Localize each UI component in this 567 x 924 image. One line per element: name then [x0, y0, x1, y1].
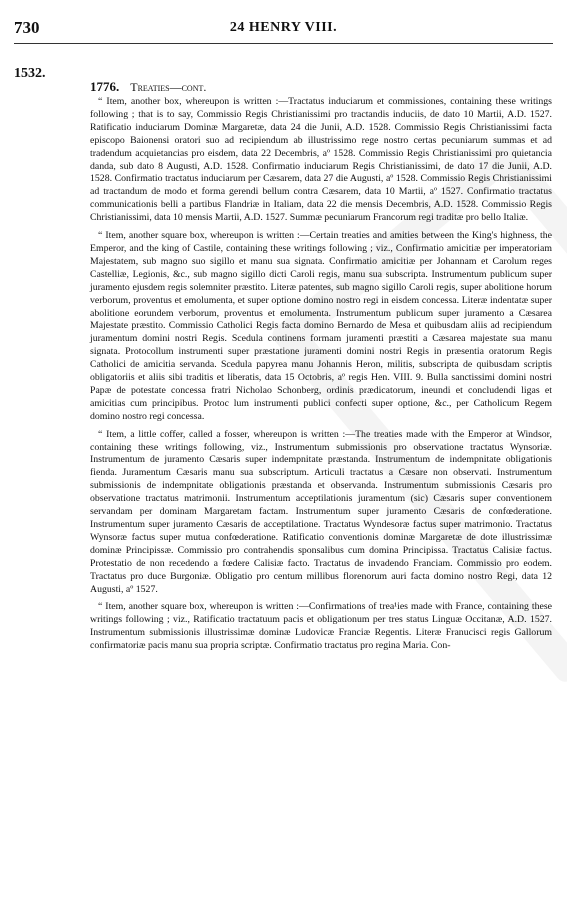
- paragraph: “ Item, another box, whereupon is written :—Tractatus induciarum et commissiones, containing these writings following ; that is to say, Commissio Regis Christianissimi pro tractandis induciis, de dato 10 Martii, A.D. 1527. Ratificatio induciarum Dominæ Margaretæ, data 24 die Junii, A.D. 1528. Commissio Regis Christianissimi facta episcopo Baionensi oratori suo ad recipiendum ab illustrissimo rege nostro certas pecuniarum summas et ad tradendum acquietancias pro eisdem, data 22 Decembris, aº 1528. Commissio Regis Christianissimi pro quietancia danda, sub dato 8 Augusti, A.D. 1528. Confirmatio induciarum Regis Christianissimi, de dato 17 die Junii, A.D. 1528. Confirmatio tractatus induciarum per Cæsarem, data 27 die Augusti, aº 1528. Commissio Regis Christianissimi ad tractandum de modo et forma gerendi bellum contra Cæsarem, data 10 Martii, aº 1527. Confirmatio tractatus communicationis belli a partibus Flandriæ in Italiam, data 22 die mensis Decembris, A.D. 1528. Commissio Regis Christianissimi, data 10 mensis Martii, A.D. 1527. Summæ pecuniarum Francorum regi traditæ pro bello Italiæ.: [90, 96, 552, 224]
- margin-year: 1532.: [14, 66, 46, 81]
- entry-heading: [90, 80, 552, 94]
- header-rule: [14, 43, 553, 44]
- running-head: 24 HENRY VIII.: [229, 20, 338, 35]
- page-number: 730: [14, 18, 40, 37]
- entry-number: 1776.: [90, 79, 120, 94]
- paragraph: “ Item, another square box, whereupon is written :—Confirmations of trea¹ies made with France, containing these writings following ; viz., Ratificatio tractatuum pacis et obligationum per tres status Linguæ Occitanæ, A.D. 1527. Instrumentum submissionis illustrissimæ dominæ Ludovicæ Franciæ Regentis. Literæ Franucisci regis Gallorum confirmatoriæ pacis manu sua propria scriptæ. Confirmatio tractatus pro regina Maria. Con-: [90, 601, 552, 652]
- page-header: [0, 18, 567, 40]
- paragraph: “ Item, another square box, whereupon is written :—Certain treaties and amities between the King's highness, the Emperor, and the king of Castile, containing these writings following ; viz., Confirmatio amicitiæ per imperatoriam Majestatem, sub magno suo sigillo et manu sua signata. Confirmatio amicitiæ per Johannam et Carolum reges Castelliæ, Legionis, &c., sub magno sigillo dicti Caroli regis, manu sua subscripta. Instrumentum publicum super juramento ejusdem regis solemniter præstito. Literæ patentes, sub magno sigillo Caroli regis, super abolitione horum verborum, proventus et emolumenta, et super optione domino nostro regi in eisdem concessa. Literæ indentatæ super abolitione eorundem verborum, proventus et emolumenta. Instrumentum publicum super juramento a Cæsarea Majestate præstito. Commissio Catholici Regis facta domino Bernardo de Mesa et quibusdam aliis ad recipiendum juramentum domini nostri Regis. Scedula continens formam juramenti præstiti a Cæsarea majestate sua manu signata. Protocollum instrumenti super præstatione juramenti domini nostri Regis in præsentia oratorum Regis Catholici de amicitia servanda. Scedula papyrea manu Johannis Heron, militis, subscripta de quibusdam scriptis obligatoriis et aliis sibi traditis et liberatis, data 15 Octobris, aº regis Hen. VIII. 9. Bulla sanctissimi domini nostri Papæ de potestate concessa fratri Nicholao Schonberg, ordinis prædicatorum, ineundi et concludendi ligas et amicitias cum principibus. Protoc lum instrumenti publici confecti super optione, &c., per Catholicum Regem domino nostro regi concessa.: [90, 230, 552, 422]
- paragraph: “ Item, a little coffer, called a fosser, whereupon is written :—The treaties made with the Emperor at Windsor, containing these writings following, viz., Instrumentum submissionis pro observatione tractatus Wynsoriæ. Instrumentum de juramento Cæsaris super indempnitate præstanda. Instrumentum de indempnitate obligationis fienda. Juramentum Cæsaris manu sua subscriptum. Articuli tractatus a Cæsare non observati. Instrumentum submissionis de indempnitate obligationis præstanda et observanda. Instrumentum submissionis Cæsaris pro observatione tractatus matrimonii. Instrumentum acceptilationis juramentum (sic) Cæsaris super conventionem servandam per dominam Margaretam factam. Instrumentum super juramento Cæsaris de confœderatione. Instrumentum super juramento Cæsaris de acceptilatione. Tractatus Wyndesoræ factus super matrimonio. Tractatus Wynsoræ factus super mutua confœderatione. Ratificatio conventionis dominæ Margaretæ de dote illustrissimæ dominæ Principissæ. Commissio pro contrahendis sponsalibus cum domina Principissa. Tractatus Calisiæ factus. Protestatio de non recedendo a fœdere Calisiæ facto. Tractatus de invadendo Franciam. Commissio pro eodem. Tractatus pro duce Burgoniæ. Obligatio pro centum millibus florenorum auri facta domino nostro Regi, data 12 Augusti, aº 1527.: [90, 428, 552, 595]
- entry-body: [90, 80, 552, 658]
- entry-title: Treaties—cont.: [130, 80, 207, 94]
